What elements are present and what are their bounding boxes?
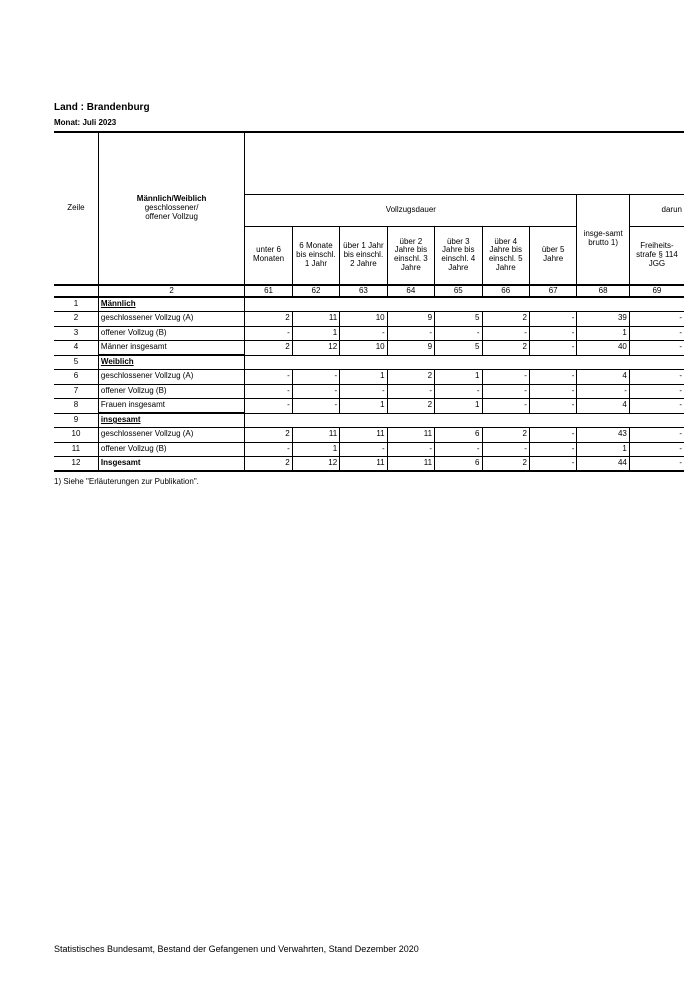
zeile-header: Zeile xyxy=(54,132,98,285)
table-cell: 6 xyxy=(435,457,482,472)
col-number-2: 2 xyxy=(98,285,244,297)
table-cell: - xyxy=(387,326,434,341)
col-header-65: über 3 Jahre bis einschl. 4 Jahre xyxy=(435,226,482,285)
table-cell: 12 xyxy=(292,341,339,356)
table-cell: 4 xyxy=(577,399,630,414)
table-cell: 2 xyxy=(245,428,292,443)
table-cell: 10 xyxy=(340,312,387,327)
table-cell: - xyxy=(529,341,576,356)
table-cell: - xyxy=(340,384,387,399)
table-cell: - xyxy=(529,399,576,414)
row-label: offener Vollzug (B) xyxy=(98,442,244,457)
col-number-61: 61 xyxy=(245,285,292,297)
table-row xyxy=(54,442,684,457)
table-cell: 2 xyxy=(245,341,292,356)
table-cell: - xyxy=(529,428,576,443)
table-cell: - xyxy=(482,370,529,385)
group-subtitle: geschlossener/ offener Vollzug xyxy=(144,203,199,221)
table-cell: - xyxy=(629,370,684,385)
row-number: 5 xyxy=(54,355,98,370)
table-cell: 1 xyxy=(577,326,630,341)
table-cell: - xyxy=(435,442,482,457)
row-label: geschlossener Vollzug (A) xyxy=(98,370,244,385)
row-label: Frauen insgesamt xyxy=(98,399,244,414)
table-cell: 44 xyxy=(577,457,630,472)
table-cell: 4 xyxy=(577,370,630,385)
land-heading: Land : Brandenburg xyxy=(54,102,150,113)
table-cell: - xyxy=(482,442,529,457)
col-header-67: über 5 Jahre xyxy=(529,226,576,285)
row-number: 4 xyxy=(54,341,98,356)
table-cell: 11 xyxy=(387,457,434,472)
row-number: 7 xyxy=(54,384,98,399)
vollzugsdauer-header: Vollzugsdauer xyxy=(245,194,577,226)
table-cell: 2 xyxy=(245,312,292,327)
table-row xyxy=(54,326,684,341)
row-label: Insgesamt xyxy=(98,457,244,472)
table-cell: - xyxy=(577,384,630,399)
row-number: 2 xyxy=(54,312,98,327)
row-number: 1 xyxy=(54,297,98,312)
row-number: 3 xyxy=(54,326,98,341)
table-cell: - xyxy=(629,399,684,414)
table-cell: 5 xyxy=(435,341,482,356)
col-number-65: 65 xyxy=(435,285,482,297)
table-cell: - xyxy=(629,326,684,341)
table-cell: - xyxy=(245,399,292,414)
col-header-64: über 2 Jahre bis einschl. 3 Jahre xyxy=(387,226,434,285)
table-cell: - xyxy=(529,326,576,341)
table-cell: - xyxy=(482,326,529,341)
table-cell: 9 xyxy=(387,312,434,327)
row-label: geschlossener Vollzug (A) xyxy=(98,428,244,443)
table-cell: 2 xyxy=(482,341,529,356)
table-cell: - xyxy=(629,428,684,443)
table-cell: - xyxy=(245,442,292,457)
col-header-62: 6 Monate bis einschl. 1 Jahr xyxy=(292,226,339,285)
footnote: 1) Siehe "Erläuterungen zur Publikation". xyxy=(54,477,199,486)
table-cell: - xyxy=(529,442,576,457)
col-number-66: 66 xyxy=(482,285,529,297)
table-cell: 6 xyxy=(435,428,482,443)
table-cell: 2 xyxy=(482,428,529,443)
row-number: 12 xyxy=(54,457,98,472)
section-spacer xyxy=(245,413,684,428)
table-cell: - xyxy=(245,370,292,385)
col-header-69: Freiheits-strafe § 114 JGG xyxy=(629,226,684,285)
table-cell: 2 xyxy=(245,457,292,472)
section-spacer xyxy=(245,355,684,370)
table-cell: - xyxy=(482,384,529,399)
table-cell: 1 xyxy=(577,442,630,457)
data-table xyxy=(54,131,684,472)
table-cell: - xyxy=(529,370,576,385)
table-cell: 40 xyxy=(577,341,630,356)
row-number: 11 xyxy=(54,442,98,457)
table-row xyxy=(54,297,684,312)
col-number-1 xyxy=(54,285,98,297)
table-row xyxy=(54,413,684,428)
row-number: 8 xyxy=(54,399,98,414)
col-number-69: 69 xyxy=(629,285,684,297)
data-table-container xyxy=(54,131,700,481)
table-cell: 1 xyxy=(292,442,339,457)
table-cell: - xyxy=(629,341,684,356)
table-cell: 1 xyxy=(340,370,387,385)
table-cell: 1 xyxy=(435,370,482,385)
table-cell: - xyxy=(529,384,576,399)
col-number-63: 63 xyxy=(340,285,387,297)
table-cell: 1 xyxy=(340,399,387,414)
table-cell: - xyxy=(629,384,684,399)
table-row xyxy=(54,399,684,414)
table-cell: - xyxy=(245,326,292,341)
table-cell: 43 xyxy=(577,428,630,443)
month-heading: Monat: Juli 2023 xyxy=(54,118,117,127)
table-cell: 11 xyxy=(292,428,339,443)
table-row xyxy=(54,457,684,472)
group-title: Männlich/Weiblich xyxy=(136,194,207,204)
row-number: 9 xyxy=(54,413,98,428)
table-cell: 9 xyxy=(387,341,434,356)
table-cell: 1 xyxy=(435,399,482,414)
section-label: Männlich xyxy=(98,297,244,312)
table-cell: 1 xyxy=(292,326,339,341)
table-cell: 2 xyxy=(482,457,529,472)
col-number-68: 68 xyxy=(577,285,630,297)
row-number: 6 xyxy=(54,370,98,385)
row-label: offener Vollzug (B) xyxy=(98,384,244,399)
col-header-66: über 4 Jahre bis einschl. 5 Jahre xyxy=(482,226,529,285)
table-row xyxy=(54,312,684,327)
table-cell: 2 xyxy=(387,370,434,385)
table-cell: - xyxy=(629,457,684,472)
table-cell: - xyxy=(387,384,434,399)
table-cell: - xyxy=(435,326,482,341)
row-label: geschlossener Vollzug (A) xyxy=(98,312,244,327)
table-cell: - xyxy=(292,399,339,414)
col-header-61: unter 6 Monaten xyxy=(245,226,292,285)
row-label: Männer insgesamt xyxy=(98,341,244,356)
table-cell: - xyxy=(435,384,482,399)
row-label: offener Vollzug (B) xyxy=(98,326,244,341)
table-cell: 5 xyxy=(435,312,482,327)
group-header xyxy=(98,132,244,285)
section-spacer xyxy=(245,297,684,312)
section-label: insgesamt xyxy=(98,413,244,428)
table-cell: 2 xyxy=(482,312,529,327)
col-number-64: 64 xyxy=(387,285,434,297)
table-row xyxy=(54,428,684,443)
table-cell: 39 xyxy=(577,312,630,327)
col-number-67: 67 xyxy=(529,285,576,297)
table-row xyxy=(54,384,684,399)
col-header-63: über 1 Jahr bis einschl. 2 Jahre xyxy=(340,226,387,285)
table-cell: - xyxy=(340,326,387,341)
table-cell: - xyxy=(292,384,339,399)
table-cell: - xyxy=(629,312,684,327)
table-cell: - xyxy=(529,457,576,472)
table-cell: - xyxy=(529,312,576,327)
table-cell: 11 xyxy=(387,428,434,443)
table-cell: 11 xyxy=(292,312,339,327)
header-spacer xyxy=(245,132,684,194)
table-cell: 2 xyxy=(387,399,434,414)
table-cell: - xyxy=(245,384,292,399)
table-cell: - xyxy=(340,442,387,457)
section-label: Weiblich xyxy=(98,355,244,370)
table-cell: 10 xyxy=(340,341,387,356)
table-cell: - xyxy=(292,370,339,385)
table-cell: 12 xyxy=(292,457,339,472)
table-cell: - xyxy=(482,399,529,414)
page-footer: Statistisches Bundesamt, Bestand der Gefangenen und Verwahrten, Stand Dezember 2020 xyxy=(54,944,419,954)
table-row xyxy=(54,341,684,356)
col-header-68: insge-samt brutto 1) xyxy=(577,194,630,285)
table-cell: - xyxy=(387,442,434,457)
table-cell: - xyxy=(629,442,684,457)
table-cell: 11 xyxy=(340,457,387,472)
row-number: 10 xyxy=(54,428,98,443)
darunter-header: darun xyxy=(629,194,684,226)
col-number-62: 62 xyxy=(292,285,339,297)
table-row xyxy=(54,370,684,385)
table-row xyxy=(54,355,684,370)
table-cell: 11 xyxy=(340,428,387,443)
